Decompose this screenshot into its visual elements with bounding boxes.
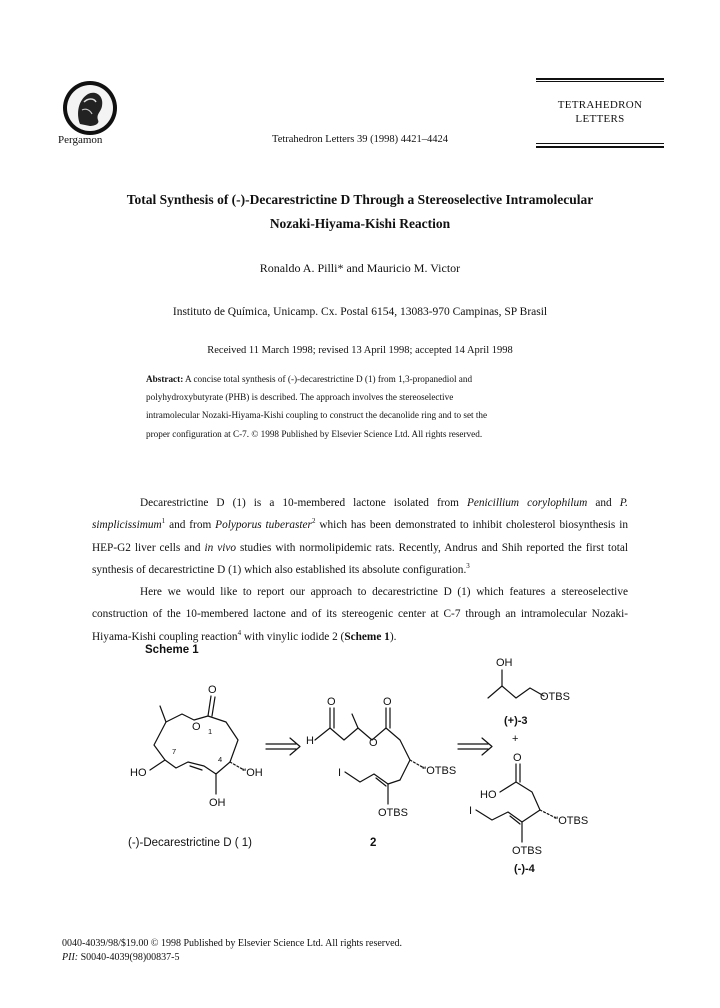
affiliation: Instituto de Química, Unicamp. Cx. Postal 6154, 13083-970 Campinas, SP Brasil (172, 306, 548, 318)
ref-3[interactable]: 3 (466, 562, 470, 571)
footer-pii (62, 951, 402, 965)
p1-text-m: studies with normolipidemic rats. Recently, Andrus and Shih (236, 541, 523, 554)
ref-1[interactable]: 1 (161, 517, 166, 526)
cmp4-otbs: OTBS (512, 845, 542, 857)
abstract (146, 370, 576, 443)
cmp1-locant-7: 7 (172, 747, 177, 756)
cmp1-locant-4: 4 (218, 755, 223, 764)
p1-text-a: Decarestrictine D (1) is a 10-membered lactone isolated from (140, 497, 467, 509)
p2-line-3c: with vinylic iodide 2 ( (241, 630, 345, 643)
cmp1-methyl (160, 706, 166, 722)
p2-line-1: Here we would like to report our approach to decarestrictine D (1) which features a stereoselective (140, 586, 628, 598)
cmp3-chain (488, 686, 544, 698)
header-rule-bottom-thin (536, 143, 664, 144)
body-paragraph-1 (92, 492, 628, 582)
p2-line-3e: ). (389, 630, 397, 643)
title-line-1: Total Synthesis of (-)-Decarestrictine D Through a Stereoselective Intramolecular (126, 192, 594, 207)
cmp1-locant-1: 1 (208, 727, 213, 736)
body-paragraph-2 (92, 581, 628, 648)
cmp2-chain (315, 728, 410, 780)
p2-line-3a: Nozaki-Hiyama-Kishi coupling reaction (92, 608, 629, 643)
cmp2-aldehyde-h: H (306, 735, 314, 747)
cmp2-otbs: OTBS (378, 807, 408, 819)
cmp4-vinyl (476, 810, 540, 822)
ref-2[interactable]: 2 (311, 517, 316, 526)
header-rule-top-thin (536, 81, 664, 82)
scheme-1-figure (120, 650, 630, 875)
p2-line-2: construction of the 10-membered lactone and of its stereogenic center at C-7 through an intramolecular (92, 608, 587, 621)
abstract-label: Abstract: (146, 374, 184, 384)
publisher-logo (62, 80, 118, 136)
footer (62, 937, 402, 965)
p1-text-c: and (587, 497, 620, 509)
cmp1-oh-tick: ''OH (242, 767, 263, 779)
title-line-2: Nozaki-Hiyama-Kishi Reaction (269, 216, 451, 231)
p1-species-2a: P. (619, 497, 628, 509)
header-rule-top (536, 78, 664, 80)
cmp1-alkene (190, 766, 202, 770)
p2-scheme-ref: Scheme 1 (344, 630, 390, 643)
cmp3-otbs: OTBS (540, 691, 570, 703)
cmp2-vinyl (345, 772, 400, 784)
cmp2-label: 2 (370, 837, 377, 849)
p1-in-vivo: in vivo (204, 541, 237, 554)
authors: Ronaldo A. Pilli* and Mauricio M. Victor (259, 261, 461, 275)
footer-copyright: 0040-4039/98/$19.00 © 1998 Published by Elsevier Science Ltd. All rights reserved. (62, 938, 403, 949)
p1-species-3: Polyporus tuberaster (215, 519, 312, 532)
p1-text-n: reported the first total synthesis of decarestrictine D (1) which also established its absolute configuration. (92, 541, 629, 577)
cmp1-ring-o: O (192, 721, 201, 733)
footer-pii-value: S0040-4039(98)00837-5 (78, 952, 180, 963)
cmp1-ho-bond (150, 760, 165, 770)
publisher-name: Pergamon (58, 134, 103, 146)
p1-text-g: and from (165, 519, 216, 532)
cmp2-otbs-tick: ''OTBS (422, 765, 457, 777)
cmp1-label: (-)-Decarestrictine D ( 1) (128, 837, 252, 849)
scheme-plus: + (512, 733, 519, 745)
p1-species-1: Penicillium corylophilum (466, 497, 588, 509)
cmp2-carbonyl-o: O (383, 696, 392, 708)
header-rule-bottom (536, 146, 664, 148)
journal-brand (536, 98, 664, 126)
scheme-label: Scheme 1 (145, 644, 199, 656)
p1-text-j: which has been demonstrated to inhibit cholesterol (315, 519, 556, 532)
cmp2-ester-o: O (369, 737, 378, 749)
cmp4-label: (-)-4 (514, 863, 535, 875)
brand-line-2: LETTERS (575, 113, 625, 125)
abstract-line-3: intramolecular Nozaki-Hiyama-Kishi coupling to construct the decanolide ring and to set the (146, 410, 488, 421)
cmp4-carbonyl-o: O (513, 752, 522, 764)
cmp3-oh: OH (496, 657, 513, 669)
cmp2-methyl (352, 714, 358, 728)
brand-line-1: TETRAHEDRON (557, 99, 643, 111)
cmp1-carbonyl-o: O (208, 684, 217, 696)
cmp1-oh: OH (209, 797, 226, 809)
p1-species-2b: simplicissimum (92, 519, 162, 532)
cmp4-chain (500, 782, 540, 810)
p1-text-k: biosynthesis in HEP-G2 liver cells and (92, 519, 629, 554)
footer-pii-label: PII: (62, 952, 79, 963)
article-title (60, 188, 660, 236)
cmp4-iodine: I (469, 805, 473, 817)
abstract-line-1: A concise total synthesis of (-)-decarestrictine D (1) from 1,3-propanediol and (185, 374, 473, 384)
cmp4-ho: HO (480, 789, 497, 801)
cmp1-ho: HO (130, 767, 147, 779)
abstract-line-4: proper configuration at C-7. © 1998 Published by Elsevier Science Ltd. All rights reserved. (146, 428, 483, 439)
cmp2-iodine: I (338, 767, 342, 779)
cmp2-aldehyde-o: O (327, 696, 336, 708)
journal-reference: Tetrahedron Letters 39 (1998) 4421–4424 (272, 134, 448, 145)
ref-4[interactable]: 4 (237, 629, 242, 638)
abstract-line-2: polyhydroxybutyrate (PHB) is described. The approach involves the stereoselective (146, 392, 454, 403)
cmp3-label: (+)-3 (504, 715, 528, 727)
cmp4-otbs-tick: ''OTBS (554, 815, 589, 827)
cmp1-carbonyl (208, 696, 211, 716)
received-dates: Received 11 March 1998; revised 13 April 1998; accepted 14 April 1998 (207, 345, 513, 356)
